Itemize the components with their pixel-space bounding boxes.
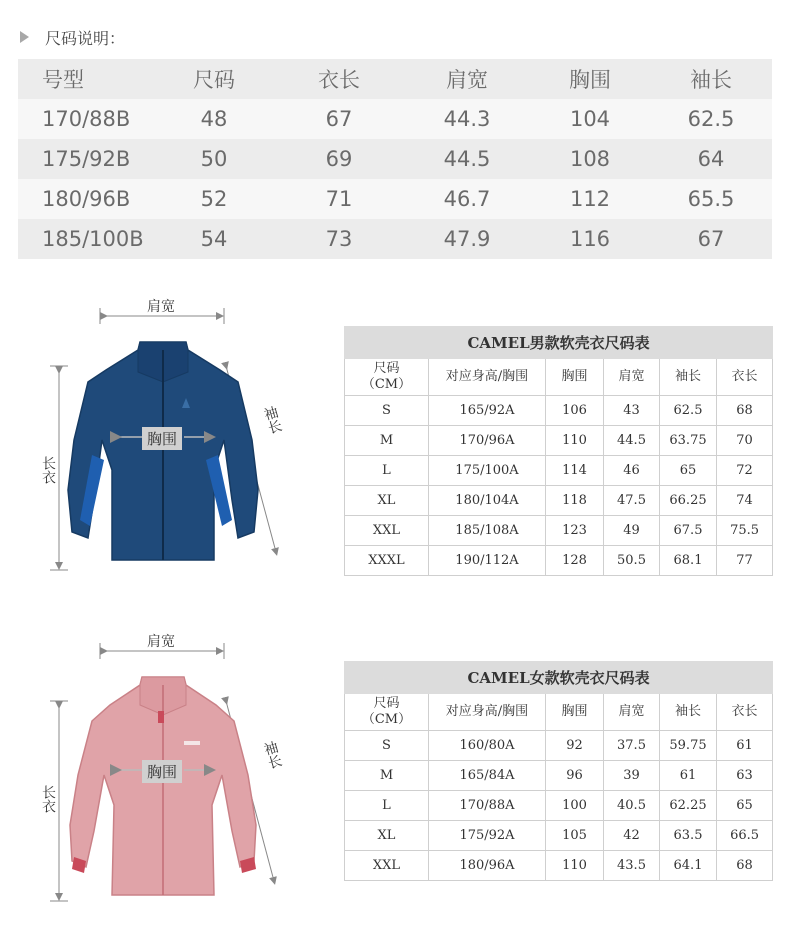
table-row: [345, 546, 773, 576]
table-cell: 66.5: [717, 821, 773, 851]
header-row: [18, 59, 772, 99]
table-cell: 65.5: [687, 187, 735, 211]
table-cell: 180/96B: [42, 187, 131, 211]
table-cell: 50.5: [604, 546, 660, 576]
table-cell: 46: [604, 456, 660, 486]
table-row: [345, 761, 773, 791]
table-cell: M: [345, 426, 429, 456]
table-cell: 63.75: [660, 426, 717, 456]
table-cell: 62.5: [660, 396, 717, 426]
table-cell: 44.5: [604, 426, 660, 456]
table-cell: 50: [200, 147, 228, 171]
column-header: 衣长: [717, 359, 773, 396]
column-header: 尺码 （CM）: [345, 359, 429, 396]
triangle-bullet-icon: [20, 31, 29, 43]
table-cell: 185/108A: [429, 516, 546, 546]
top-size-table: [18, 59, 772, 259]
table-cell: 62.25: [660, 791, 717, 821]
table-cell: 128: [546, 546, 604, 576]
table-row: [18, 219, 772, 259]
column-header: 肩宽: [604, 694, 660, 731]
table-cell: XXXL: [345, 546, 429, 576]
table-cell: 72: [717, 456, 773, 486]
column-header: 尺码 （CM）: [345, 694, 429, 731]
column-header: 袖长: [690, 68, 732, 92]
table-cell: S: [345, 731, 429, 761]
shoulder-label: 肩宽: [147, 634, 175, 650]
men-size-table: [344, 326, 773, 576]
table-cell: 43: [604, 396, 660, 426]
table-cell: 63.5: [660, 821, 717, 851]
table-cell: 73: [325, 227, 353, 251]
table-cell: 62.5: [687, 107, 735, 131]
table-cell: 175/92B: [42, 147, 131, 171]
table-cell: 170/88B: [42, 107, 131, 131]
table-cell: 54: [200, 227, 228, 251]
table-cell: L: [345, 456, 429, 486]
column-header: 肩宽: [604, 359, 660, 396]
table-cell: XL: [345, 821, 429, 851]
length-label: 长衣: [40, 456, 56, 484]
table-cell: 65: [717, 791, 773, 821]
section-title: 尺码说明：: [45, 28, 126, 48]
table-cell: L: [345, 791, 429, 821]
column-header: 胸围: [546, 694, 604, 731]
table-row: [345, 791, 773, 821]
table-cell: 170/88A: [429, 791, 546, 821]
table-cell: XL: [345, 486, 429, 516]
table-cell: 47.9: [443, 227, 491, 251]
table-cell: 37.5: [604, 731, 660, 761]
table-cell: 123: [546, 516, 604, 546]
table-cell: 70: [717, 426, 773, 456]
table-row: [18, 179, 772, 219]
table-row: [345, 426, 773, 456]
table-cell: 67: [325, 107, 353, 131]
section-header: [20, 24, 125, 50]
column-header: 肩宽: [446, 68, 488, 92]
women-size-table: [344, 661, 773, 881]
table-cell: 65: [660, 456, 717, 486]
table-cell: 100: [546, 791, 604, 821]
table-cell: 47.5: [604, 486, 660, 516]
table-row: [345, 821, 773, 851]
table-cell: 48: [200, 107, 228, 131]
table-cell: 74: [717, 486, 773, 516]
table-cell: 61: [717, 731, 773, 761]
table-row: [345, 456, 773, 486]
table-cell: S: [345, 396, 429, 426]
table-cell: 180/96A: [429, 851, 546, 881]
table-cell: 106: [546, 396, 604, 426]
table-cell: 108: [569, 147, 611, 171]
table-cell: 69: [325, 147, 353, 171]
table-cell: 175/100A: [429, 456, 546, 486]
shoulder-label: 肩宽: [147, 299, 175, 315]
table-cell: 44.5: [443, 147, 491, 171]
women-jacket-figure: [0, 625, 330, 925]
table-cell: 75.5: [717, 516, 773, 546]
header-row: [345, 694, 773, 731]
column-header: 袖长: [660, 359, 717, 396]
chest-label: 胸围: [142, 427, 182, 450]
table-title: CAMEL女款软壳衣尺码表: [345, 662, 773, 694]
table-cell: 110: [546, 851, 604, 881]
table-cell: 104: [569, 107, 611, 131]
table-row: [345, 516, 773, 546]
table-cell: 42: [604, 821, 660, 851]
column-header: 尺码: [193, 68, 235, 92]
table-cell: 43.5: [604, 851, 660, 881]
table-cell: 165/84A: [429, 761, 546, 791]
table-title-row: [345, 327, 773, 359]
table-cell: 49: [604, 516, 660, 546]
table-cell: 63: [717, 761, 773, 791]
table-row: [345, 486, 773, 516]
table-cell: 52: [200, 187, 228, 211]
column-header: 袖长: [660, 694, 717, 731]
table-row: [345, 396, 773, 426]
table-row: [345, 851, 773, 881]
table-cell: 110: [546, 426, 604, 456]
table-title: CAMEL男款软壳衣尺码表: [345, 327, 773, 359]
column-header: 对应身高/胸围: [429, 359, 546, 396]
table-cell: XXL: [345, 851, 429, 881]
table-cell: 68.1: [660, 546, 717, 576]
table-cell: 116: [569, 227, 611, 251]
table-cell: 44.3: [443, 107, 491, 131]
table-cell: 67: [697, 227, 725, 251]
column-header: 胸围: [546, 359, 604, 396]
table-cell: 96: [546, 761, 604, 791]
table-cell: M: [345, 761, 429, 791]
table-cell: 59.75: [660, 731, 717, 761]
table-cell: 64.1: [660, 851, 717, 881]
table-row: [18, 99, 772, 139]
table-row: [345, 731, 773, 761]
table-cell: 40.5: [604, 791, 660, 821]
table-cell: 39: [604, 761, 660, 791]
column-header: 对应身高/胸围: [429, 694, 546, 731]
table-cell: 185/100B: [42, 227, 144, 251]
table-cell: 118: [546, 486, 604, 516]
table-cell: 114: [546, 456, 604, 486]
table-title-row: [345, 662, 773, 694]
table-cell: 112: [569, 187, 611, 211]
table-cell: 92: [546, 731, 604, 761]
length-label: 长衣: [40, 785, 56, 813]
table-cell: 160/80A: [429, 731, 546, 761]
table-cell: 68: [717, 396, 773, 426]
table-cell: XXL: [345, 516, 429, 546]
men-jacket-figure: [0, 290, 330, 590]
table-cell: 180/104A: [429, 486, 546, 516]
header-row: [345, 359, 773, 396]
chest-label: 胸围: [142, 760, 182, 783]
sleeve-label: 袖长: [260, 404, 284, 436]
table-cell: 46.7: [443, 187, 491, 211]
table-cell: 67.5: [660, 516, 717, 546]
table-cell: 64: [697, 147, 725, 171]
column-header: 衣长: [318, 68, 360, 92]
column-header: 号型: [42, 68, 84, 92]
table-cell: 77: [717, 546, 773, 576]
table-cell: 105: [546, 821, 604, 851]
table-cell: 68: [717, 851, 773, 881]
sleeve-label: 袖长: [260, 739, 284, 771]
column-header: 胸围: [569, 68, 611, 92]
table-cell: 71: [325, 187, 353, 211]
table-row: [18, 139, 772, 179]
column-header: 衣长: [717, 694, 773, 731]
table-cell: 170/96A: [429, 426, 546, 456]
table-cell: 190/112A: [429, 546, 546, 576]
table-cell: 61: [660, 761, 717, 791]
table-cell: 66.25: [660, 486, 717, 516]
table-cell: 175/92A: [429, 821, 546, 851]
table-cell: 165/92A: [429, 396, 546, 426]
